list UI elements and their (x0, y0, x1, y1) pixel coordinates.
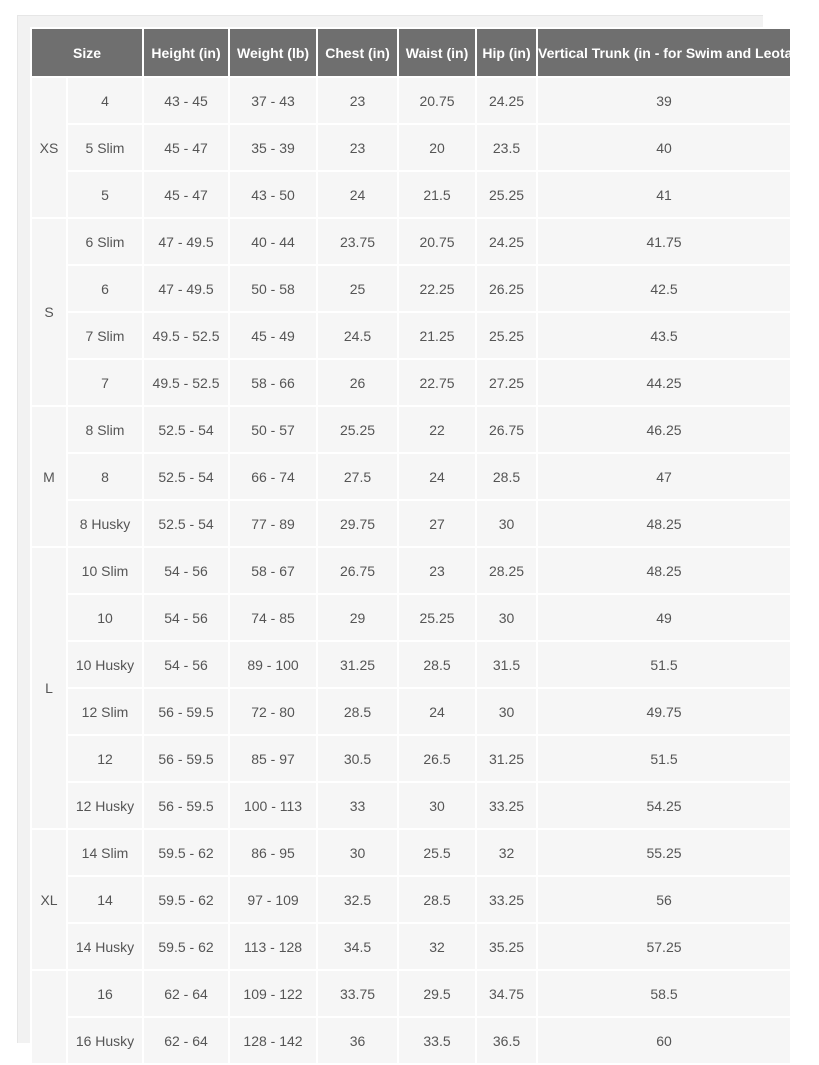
vertical-trunk-cell: 43.5 (537, 312, 791, 359)
vertical-trunk-cell: 51.5 (537, 641, 791, 688)
table-row (31, 735, 791, 782)
height-cell: 59.5 - 62 (143, 876, 229, 923)
vertical-trunk-cell: 48.25 (537, 547, 791, 594)
waist-cell: 20.75 (398, 218, 476, 265)
vertical-trunk-cell: 55.25 (537, 829, 791, 876)
hip-cell: 35.25 (476, 923, 537, 970)
weight-cell: 37 - 43 (229, 77, 317, 124)
size-cell: 10 Slim (67, 547, 143, 594)
height-cell: 54 - 56 (143, 641, 229, 688)
chest-cell: 26 (317, 359, 398, 406)
vertical-trunk-cell: 39 (537, 77, 791, 124)
size-cell: 16 (67, 970, 143, 1017)
waist-cell: 29.5 (398, 970, 476, 1017)
waist-cell: 20 (398, 124, 476, 171)
header-waist: Waist (in) (398, 28, 476, 77)
table-row (31, 594, 791, 641)
header-row (31, 28, 791, 77)
waist-cell: 27 (398, 500, 476, 547)
hip-cell: 34.75 (476, 970, 537, 1017)
height-cell: 56 - 59.5 (143, 782, 229, 829)
table-row (31, 312, 791, 359)
vertical-trunk-cell: 49 (537, 594, 791, 641)
weight-cell: 113 - 128 (229, 923, 317, 970)
weight-cell: 77 - 89 (229, 500, 317, 547)
hip-cell: 24.25 (476, 218, 537, 265)
chest-cell: 32.5 (317, 876, 398, 923)
size-cell: 6 Slim (67, 218, 143, 265)
hip-cell: 30 (476, 688, 537, 735)
weight-cell: 86 - 95 (229, 829, 317, 876)
chest-cell: 29 (317, 594, 398, 641)
table-row (31, 641, 791, 688)
size-chart-panel (17, 15, 819, 1049)
chest-cell: 24 (317, 171, 398, 218)
hip-cell: 24.25 (476, 77, 537, 124)
weight-cell: 97 - 109 (229, 876, 317, 923)
size-cell: 12 Husky (67, 782, 143, 829)
chest-cell: 23 (317, 77, 398, 124)
vertical-trunk-cell: 47 (537, 453, 791, 500)
waist-cell: 28.5 (398, 876, 476, 923)
chest-cell: 31.25 (317, 641, 398, 688)
size-cell: 4 (67, 77, 143, 124)
waist-cell: 26.5 (398, 735, 476, 782)
size-cell: 14 Slim (67, 829, 143, 876)
chest-cell: 27.5 (317, 453, 398, 500)
weight-cell: 72 - 80 (229, 688, 317, 735)
height-cell: 56 - 59.5 (143, 735, 229, 782)
vertical-trunk-cell: 51.5 (537, 735, 791, 782)
size-cell: 6 (67, 265, 143, 312)
vertical-trunk-cell: 49.75 (537, 688, 791, 735)
height-cell: 47 - 49.5 (143, 265, 229, 312)
hip-cell: 28.25 (476, 547, 537, 594)
table-row (31, 406, 791, 453)
height-cell: 59.5 - 62 (143, 829, 229, 876)
weight-cell: 45 - 49 (229, 312, 317, 359)
size-chart-body (31, 77, 791, 1064)
vertical-trunk-cell: 48.25 (537, 500, 791, 547)
table-row (31, 500, 791, 547)
waist-cell: 24 (398, 453, 476, 500)
header-height: Height (in) (143, 28, 229, 77)
header-hip: Hip (in) (476, 28, 537, 77)
weight-cell: 128 - 142 (229, 1017, 317, 1064)
hip-cell: 26.75 (476, 406, 537, 453)
hip-cell: 31.25 (476, 735, 537, 782)
size-group-label: L (31, 547, 67, 829)
size-cell: 10 Husky (67, 641, 143, 688)
size-group-label: XL (31, 829, 67, 970)
size-group-label (31, 970, 67, 1064)
weight-cell: 43 - 50 (229, 171, 317, 218)
waist-cell: 25.5 (398, 829, 476, 876)
table-row (31, 453, 791, 500)
size-cell: 14 (67, 876, 143, 923)
height-cell: 49.5 - 52.5 (143, 312, 229, 359)
size-cell: 8 Husky (67, 500, 143, 547)
header-vertical-trunk: Vertical Trunk (in - for Swim and Leotards) (537, 28, 791, 77)
weight-cell: 85 - 97 (229, 735, 317, 782)
size-group-label: M (31, 406, 67, 547)
weight-cell: 35 - 39 (229, 124, 317, 171)
hip-cell: 28.5 (476, 453, 537, 500)
hip-cell: 30 (476, 500, 537, 547)
vertical-trunk-cell: 58.5 (537, 970, 791, 1017)
hip-cell: 31.5 (476, 641, 537, 688)
height-cell: 43 - 45 (143, 77, 229, 124)
chest-cell: 36 (317, 1017, 398, 1064)
weight-cell: 40 - 44 (229, 218, 317, 265)
vertical-trunk-cell: 46.25 (537, 406, 791, 453)
height-cell: 54 - 56 (143, 594, 229, 641)
size-cell: 12 Slim (67, 688, 143, 735)
weight-cell: 50 - 57 (229, 406, 317, 453)
hip-cell: 33.25 (476, 876, 537, 923)
size-group-label: S (31, 218, 67, 406)
waist-cell: 33.5 (398, 1017, 476, 1064)
size-cell: 7 (67, 359, 143, 406)
weight-cell: 50 - 58 (229, 265, 317, 312)
weight-cell: 109 - 122 (229, 970, 317, 1017)
table-row (31, 1017, 791, 1064)
header-chest: Chest (in) (317, 28, 398, 77)
table-row (31, 359, 791, 406)
table-row (31, 782, 791, 829)
weight-cell: 89 - 100 (229, 641, 317, 688)
height-cell: 45 - 47 (143, 124, 229, 171)
size-cell: 14 Husky (67, 923, 143, 970)
chest-cell: 33 (317, 782, 398, 829)
chest-cell: 23.75 (317, 218, 398, 265)
hip-cell: 25.25 (476, 312, 537, 359)
header-weight: Weight (lb) (229, 28, 317, 77)
weight-cell: 100 - 113 (229, 782, 317, 829)
table-row (31, 77, 791, 124)
size-cell: 5 Slim (67, 124, 143, 171)
chest-cell: 34.5 (317, 923, 398, 970)
size-cell: 8 Slim (67, 406, 143, 453)
chest-cell: 30.5 (317, 735, 398, 782)
height-cell: 52.5 - 54 (143, 500, 229, 547)
chest-cell: 25 (317, 265, 398, 312)
vertical-trunk-cell: 44.25 (537, 359, 791, 406)
height-cell: 52.5 - 54 (143, 453, 229, 500)
table-row (31, 265, 791, 312)
size-group-label: XS (31, 77, 67, 218)
table-row (31, 218, 791, 265)
waist-cell: 22.75 (398, 359, 476, 406)
height-cell: 62 - 64 (143, 1017, 229, 1064)
waist-cell: 24 (398, 688, 476, 735)
waist-cell: 32 (398, 923, 476, 970)
waist-cell: 23 (398, 547, 476, 594)
waist-cell: 20.75 (398, 77, 476, 124)
vertical-trunk-cell: 41.75 (537, 218, 791, 265)
weight-cell: 58 - 66 (229, 359, 317, 406)
vertical-trunk-cell: 40 (537, 124, 791, 171)
size-cell: 12 (67, 735, 143, 782)
size-chart-table (30, 27, 819, 1065)
weight-cell: 58 - 67 (229, 547, 317, 594)
weight-cell: 74 - 85 (229, 594, 317, 641)
hip-cell: 36.5 (476, 1017, 537, 1064)
height-cell: 59.5 - 62 (143, 923, 229, 970)
height-cell: 54 - 56 (143, 547, 229, 594)
size-cell: 7 Slim (67, 312, 143, 359)
vertical-trunk-cell: 56 (537, 876, 791, 923)
hip-cell: 25.25 (476, 171, 537, 218)
waist-cell: 21.25 (398, 312, 476, 359)
chest-cell: 23 (317, 124, 398, 171)
height-cell: 45 - 47 (143, 171, 229, 218)
table-row (31, 547, 791, 594)
chest-cell: 25.25 (317, 406, 398, 453)
vertical-trunk-cell: 54.25 (537, 782, 791, 829)
vertical-trunk-cell: 57.25 (537, 923, 791, 970)
size-cell: 10 (67, 594, 143, 641)
height-cell: 52.5 - 54 (143, 406, 229, 453)
table-row (31, 923, 791, 970)
hip-cell: 27.25 (476, 359, 537, 406)
hip-cell: 26.25 (476, 265, 537, 312)
vertical-trunk-cell: 41 (537, 171, 791, 218)
size-cell: 5 (67, 171, 143, 218)
height-cell: 49.5 - 52.5 (143, 359, 229, 406)
waist-cell: 22.25 (398, 265, 476, 312)
header-size: Size (31, 28, 143, 77)
table-row (31, 829, 791, 876)
table-row (31, 688, 791, 735)
vertical-trunk-cell: 42.5 (537, 265, 791, 312)
hip-cell: 32 (476, 829, 537, 876)
height-cell: 62 - 64 (143, 970, 229, 1017)
height-cell: 47 - 49.5 (143, 218, 229, 265)
hip-cell: 23.5 (476, 124, 537, 171)
vertical-trunk-cell: 60 (537, 1017, 791, 1064)
table-row (31, 171, 791, 218)
waist-cell: 30 (398, 782, 476, 829)
table-row (31, 124, 791, 171)
weight-cell: 66 - 74 (229, 453, 317, 500)
size-cell: 16 Husky (67, 1017, 143, 1064)
chest-cell: 33.75 (317, 970, 398, 1017)
hip-cell: 33.25 (476, 782, 537, 829)
table-row (31, 876, 791, 923)
waist-cell: 22 (398, 406, 476, 453)
hip-cell: 30 (476, 594, 537, 641)
table-row (31, 970, 791, 1017)
size-cell: 8 (67, 453, 143, 500)
waist-cell: 28.5 (398, 641, 476, 688)
chest-cell: 28.5 (317, 688, 398, 735)
height-cell: 56 - 59.5 (143, 688, 229, 735)
waist-cell: 21.5 (398, 171, 476, 218)
waist-cell: 25.25 (398, 594, 476, 641)
chest-cell: 29.75 (317, 500, 398, 547)
chest-cell: 24.5 (317, 312, 398, 359)
chest-cell: 30 (317, 829, 398, 876)
chest-cell: 26.75 (317, 547, 398, 594)
